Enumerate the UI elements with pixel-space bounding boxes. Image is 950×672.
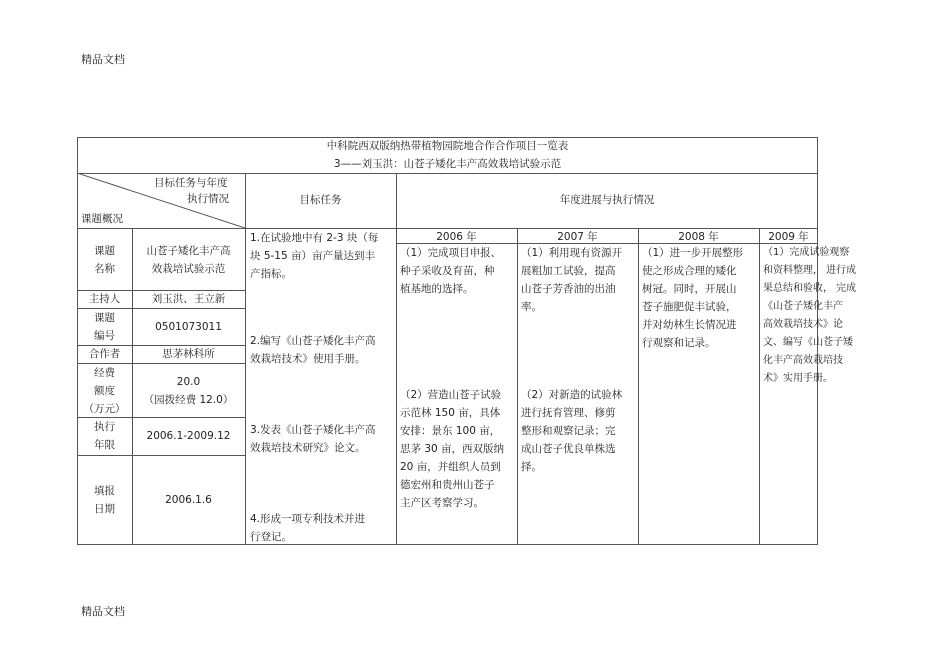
- table-title: 中科院西双版纳热带植物园院地合作合作项目一览表: [326, 140, 569, 152]
- corner-header-bottom: 课题概况: [81, 213, 123, 225]
- header-label: 精品文档: [81, 53, 125, 66]
- target-3: 3.发表《山苍子矮化丰产高 效栽培技术研究》论文。: [250, 424, 376, 454]
- year-2006: 2006 年: [436, 231, 477, 243]
- divider-2008: [638, 228, 639, 545]
- year-2007: 2007 年: [557, 231, 598, 243]
- value-duration: 2006.1-2009.12: [146, 430, 231, 442]
- target-column-header: 目标任务: [299, 194, 342, 206]
- progress-2009-item-1: （1）完成试验观察 和资料整理， 进行成 果总结和验收， 完成 《山苍子矮化丰产 高效栽培技术》论 文、编写《山苍子矮 化丰产高效栽培技 术》实用手册。: [763, 247, 857, 384]
- corner-header-middle: 执行情况: [187, 193, 229, 205]
- target-2: 2.编写《山苍子矮化丰产高 效栽培技术》使用手册。: [250, 335, 376, 365]
- value-report-date: 2006.1.6: [165, 494, 212, 506]
- value-leader: 刘玉洪、王立新: [151, 293, 226, 305]
- progress-column-header: 年度进展与执行情况: [559, 194, 655, 206]
- label-project-number: 课题 编号: [94, 312, 115, 342]
- divider-2009: [759, 228, 760, 545]
- value-collaborator: 思茅林科所: [162, 348, 215, 360]
- divider-corner: [245, 173, 246, 545]
- progress-2007-item-1: （1）利用现有资源开 展粗加工试验，提高 山苍子芳香油的出油 率。: [521, 247, 623, 313]
- label-funding: 经费 额度 （万元）: [83, 367, 126, 415]
- progress-2007-item-2: （2）对新造的试验林 进行抚育管理、修剪 整形和观察记录；完 成山苍子优良单株选 择。: [521, 389, 623, 473]
- footer-label: 精品文档: [81, 605, 125, 618]
- year-2008: 2008 年: [678, 231, 719, 243]
- corner-header-top: 目标任务与年度: [154, 177, 228, 189]
- target-1: 1.在试验地中有 2-3 块（每 块 5-15 亩）亩产量达到丰 产指标。: [250, 232, 379, 280]
- label-project-name: 课题 名称: [94, 245, 115, 275]
- value-project-name: 山苍子矮化丰产高 效栽培试验示范: [146, 245, 231, 275]
- year-2009: 2009 年: [768, 231, 809, 243]
- progress-2006-item-1: （1）完成项目申报、 种子采收及育苗，种 植基地的选择。: [400, 247, 502, 295]
- target-4: 4.形成一项专利技术并进 行登记。: [250, 513, 366, 543]
- label-duration: 执行 年限: [94, 421, 115, 451]
- info-row-divider: [77, 455, 245, 456]
- value-project-number: 0501073011: [155, 321, 222, 333]
- divider-2007: [517, 228, 518, 545]
- label-report-date: 填报 日期: [94, 485, 115, 515]
- value-funding: 20.0 （园拨经费 12.0）: [143, 376, 234, 406]
- table-subtitle: 3——刘玉洪：山苍子矮化丰产高效栽培试验示范: [333, 158, 562, 170]
- label-collaborator: 合作者: [88, 348, 121, 360]
- label-leader: 主持人: [88, 293, 121, 305]
- progress-2008-item-1: （1）进一步开展整形 使之形成合理的矮化 树冠。同时，开展山 苍子施肥促丰试验， 并对幼林生长情况进 行观察和记录。: [642, 247, 744, 349]
- progress-2006-item-2: （2）营造山苍子试验 示范林 150 亩，具体 安排：景东 100 亩， 思茅 30 亩，西双版纳 20 亩，并组织人员到 德宏州和贵州山苍子 主产区考察学习。: [400, 389, 505, 509]
